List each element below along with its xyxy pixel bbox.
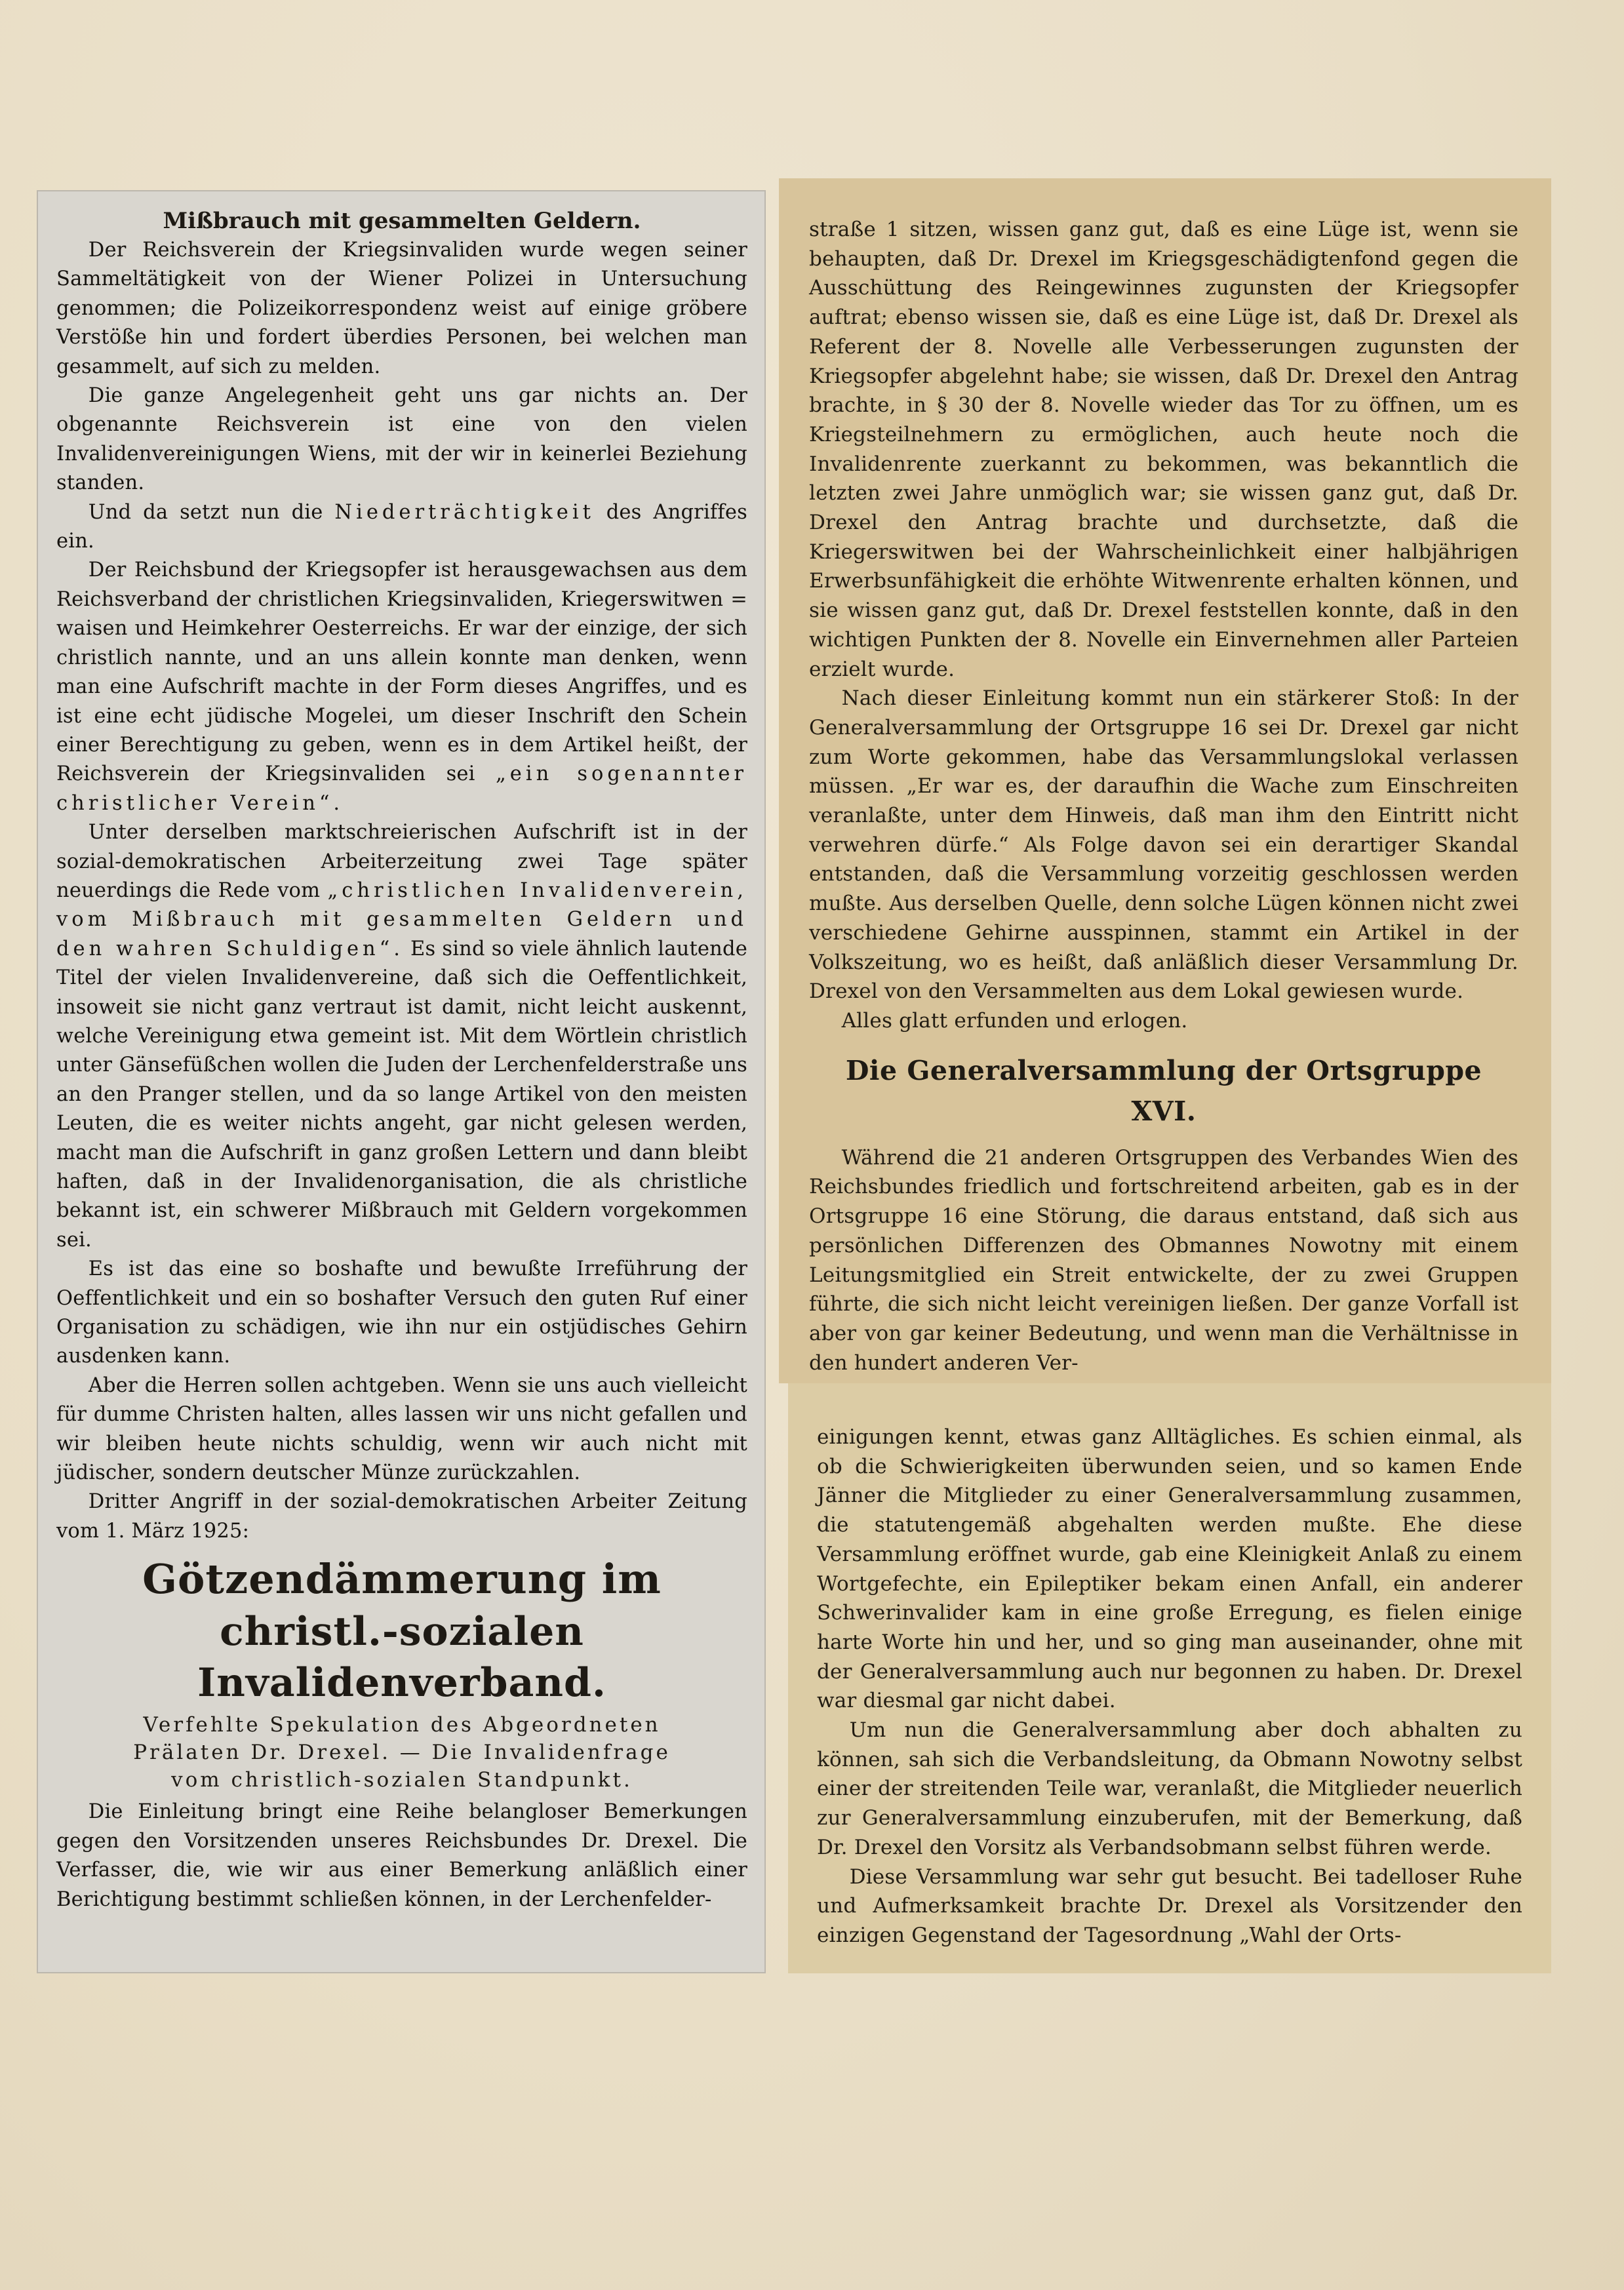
left-paragraph [56,556,747,818]
subtitle-line: vom christlich-sozialen Standpunkt. [171,1768,633,1792]
left-paragraph [56,498,747,557]
right-paragraph: Alles glatt erfunden und erlogen. [841,1008,1188,1033]
right-lower-clipping [788,1383,1551,1973]
emphasized-text: Niederträchtigkeit [334,500,595,524]
subtitle-line: Verfehlte Spekulation des Abgeordneten [143,1713,661,1737]
article-big-title: Götzendämmerung im [142,1555,662,1604]
left-paragraph: Aber die Herren sollen achtgeben. Wenn sie uns auch vielleicht für dumme Christen halten, alles lassen wir uns nicht gefallen und wir bleiben heute nichts schuldig, wenn wir auch nicht mit jüdischer, sondern deutscher Münze zurückzahlen. [56,1373,747,1485]
article-big-title: christl.-sozialen Invalidenverband. [197,1609,606,1707]
text-run: des Angriffes ein. [56,500,747,553]
right-upper-clipping [779,178,1551,1383]
left-paragraph: Dritter Angriff in der sozial-demokratischen Arbeiter Zeitung vom 1. März 1925: [56,1490,747,1543]
emphasized-text: „christlichen Invalidenverein, vom Mißbrauch mit gesammelten Geldern und den wahren Schuldigen“. [56,878,748,960]
right-paragraph: einigungen kennt, etwas ganz Alltägliches. Es schien einmal, als ob die Schwierigkeiten überwunden seien, und so kamen Ende Jänner die Mitglieder zu einer Generalversammlung zusammen, die statutengemäß abgehalten werden mußte. Ehe diese Versammlung eröffnet wurde, gab eine Kleinigkeit Anlaß zu einem Wortgefechte, ein Epileptiker bekam einen Anfall, ein anderer Schwerinvalider kam in eine große Erregung, es fielen einige harte Worte hin und her, und so ging man auseinander, ohne mit der Generalversammlung auch nur begonnen zu haben. Dr. Drexel war diesmal gar nicht dabei. [817,1425,1522,1713]
emphasized-text: „ein sogenannter christlicher Verein“. [56,762,747,815]
left-paragraph: Der Reichsverein der Kriegsinvaliden wurde wegen seiner Sammeltätigkeit von der Wiener Polizei in Untersuchung genommen; die Polizeikorrespondenz weist auf einige gröbere Verstöße hin und fordert überdies Personen, bei welchen man gesammelt, auf sich zu melden. [56,239,747,378]
article-subtitle [56,1711,747,1794]
text-run: Der Reichsbund der Kriegsopfer ist herausgewachsen aus dem Reichsverband der christlichen Kriegsinvaliden, Kriegerswitwen = waisen und Heimkehrer Oesterreichs. Er war der einzige, der sich christlich nannte, und an uns allein konnte man denken, wenn man eine Aufschrift machte in der Form dieses Angriffes, und es ist eine echt jüdische Mogelei, um dieser Inschrift den Schein einer Berechtigung zu geben, wenn es in dem Artikel heißt, der Reichsverein der Kriegsinvaliden sei [56,559,747,786]
text-run: Es sind so viele ähnlich lautende Titel der vielen Invalidenvereine, daß sich die Oeffentlichkeit, insoweit sie nicht ganz vertraut ist damit, nicht leicht auskennt, welche Vereinigung etwa gemeint ist. Mit dem Wörtlein christlich unter Gänsefüßchen wollen die Juden der Lerchenfelderstraße uns an den Pranger stellen, und da so lange Artikel von den meisten Leuten, die es weiter nichts angeht, gar nicht gelesen werden, macht man die Aufschrift in ganz großen Lettern und dann bleibt haften, daß in der Invalidenorganisation, die als christliche bekannt ist, ein schwerer Mißbrauch mit Geldern vorgekommen sei. [56,937,747,1252]
subtitle-line: Prälaten Dr. Drexel. — Die Invalidenfrage [133,1741,671,1765]
left-paragraph: Die Einleitung bringt eine Reihe belangloser Bemerkungen gegen den Vorsitzenden unseres Reichsbundes Dr. Drexel. Die Verfasser, die, wie wir aus einer Bemerkung anläßlich einer Berichtigung bestimmt schließen können, in der Lerchenfelder- [56,1800,747,1911]
right-paragraph: straße 1 sitzen, wissen ganz gut, daß es eine Lüge ist, wenn sie behaupten, daß Dr. Drexel im Kriegsgeschädigtenfond gegen die Ausschüttung des Reingewinnes zugunsten der Kriegsopfer auftrat; ebenso wissen sie, daß es eine Lüge ist, daß Dr. Drexel als Referent der 8. Novelle alle Verbesserungen zugunsten der Kriegsopfer abgelehnt habe; sie wissen, daß Dr. Drexel den Antrag brachte, in § 30 der 8. Novelle wieder das Tor zu öffnen, um es Kriegsteilnehmern zu ermöglichen, auch heute noch die Invalidenrente zuerkannt zu bekommen, was bekanntlich die letzten zwei Jahre unmöglich war; sie wissen ganz gut, daß Dr. Drexel den Antrag brachte und durchsetzte, daß die Kriegerswitwen bei der Wahrscheinlichkeit einer halbjährigen Erwerbsunfähigkeit die erhöhte Witwenrente erhalten können, und sie wissen ganz gut, daß Dr. Drexel feststellen konnte, daß in den wichtigen Punkten der 8. Novelle ein Einvernehmen aller Parteien erzielt wurde. [809,218,1518,681]
left-headline: Mißbrauch mit gesammelten Geldern. [163,208,641,234]
section-heading: Die Generalversammlung der Ortsgruppe XVI. [845,1054,1482,1127]
left-newspaper-clipping [37,190,766,1973]
left-paragraph: Es ist das eine so boshafte und bewußte Irreführung der Oeffentlichkeit und ein so boshafter Versuch den guten Ruf einer Organisation zu schädigen, wie ihn nur ein ostjüdisches Gehirn ausdenken kann. [56,1257,747,1368]
text-run: Unter derselben marktschreierischen Aufschrift ist in der sozial-demokratischen Arbeiterzeitung zwei Tage später neuerdings die Rede vom [56,821,747,902]
left-paragraph [56,818,747,1255]
right-paragraph: Nach dieser Einleitung kommt nun ein stärkerer Stoß: In der Generalversammlung der Ortsgruppe 16 sei Dr. Drexel gar nicht zum Worte gekommen, habe das Versammlungslokal verlassen müssen. „Er war es, der daraufhin die Wache zum Einschreiten veranlaßte, unter dem Hinweis, daß man ihm den Eintritt nicht verwehren dürfe.“ Als Folge davon sei ein derartiger Skandal entstanden, daß die Versammlung vorzeitig geschlossen werden mußte. Aus derselben Quelle, denn solche Lügen können nicht zwei verschiedene Gehirne ausspinnen, stammt ein Artikel in der Volkszeitung, wo es heißt, daß anläßlich dieser Versammlung Dr. Drexel von den Versammelten aus dem Lokal gewiesen wurde. [809,686,1518,1004]
right-paragraph: Diese Versammlung war sehr gut besucht. Bei tadelloser Ruhe und Aufmerksamkeit brachte Dr. Drexel als Vorsitzender den einzigen Gegenstand der Tagesordnung „Wahl der Orts- [817,1865,1522,1947]
right-paragraph: Während die 21 anderen Ortsgruppen des Verbandes Wien des Reichsbundes friedlich und fortschreitend arbeiten, gab es in der Ortsgruppe 16 eine Störung, die daraus entstand, daß sich aus persönlichen Differenzen des Obmannes Nowotny mit einem Leitungsmitglied ein Streit entwickelte, der zu zwei Gruppen führte, die sich nicht leicht vereinigen ließen. Der ganze Vorfall ist aber von gar keiner Bedeutung, und wenn man die Verhältnisse in den hundert anderen Ver- [809,1145,1518,1375]
right-paragraph: Um nun die Generalversammlung aber doch abhalten zu können, sah sich die Verbandsleitung, da Obmann Nowotny selbst einer der streitenden Teile war, veranlaßt, die Mitglieder neuerlich zur Generalversammlung einzuberufen, mit der Bemerkung, daß Dr. Drexel den Vorsitz als Verbandsobmann selbst führen werde. [817,1718,1522,1859]
left-paragraph: Die ganze Angelegenheit geht uns gar nichts an. Der obgenannte Reichsverein ist eine von den vielen Invalidenvereinigungen Wiens, mit der wir in keinerlei Beziehung standen. [56,384,747,495]
text-run: Und da setzt nun die [88,500,335,524]
